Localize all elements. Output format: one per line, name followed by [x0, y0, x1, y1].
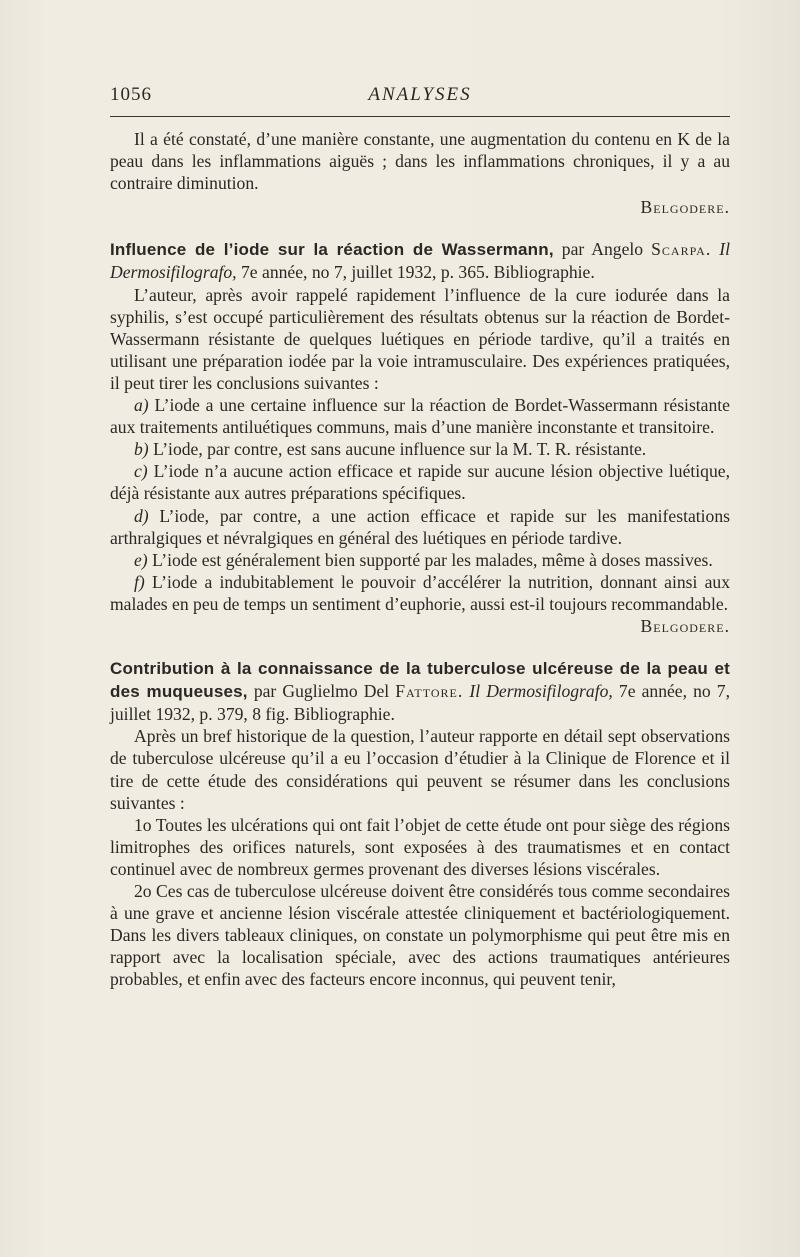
item-text: L’iode, par contre, a une action efficace et rapide sur les manifestations arthralgiques et névralgiques en général des luétiques en période tardive. [110, 505, 730, 548]
running-head [110, 84, 730, 108]
page-number: 1056 [110, 84, 152, 105]
article1-item-b [110, 438, 730, 460]
article1-intro: L’auteur, après avoir rappelé rapidement l’influence de la cure iodurée dans la syphilis, s’est occupé particulièrement des résultats obtenus sur la réaction de Bordet-Wassermann résistante de quelques luétiques en période tardive, qu’il a traités en utilisant une préparation iodée par la voie intramusculaire. Des expériences pratiquées, il peut tirer les conclusions suivantes : [110, 284, 730, 393]
article2-journal: Il Dermosifilografo, [469, 681, 613, 702]
article1-by: par Angelo [561, 239, 644, 260]
article1-item-a [110, 394, 730, 438]
article2-item-2 [110, 880, 730, 990]
article2-title: Contribution à la connaissance de la tuberculose ulcéreuse de la peau et des muqueuses, [110, 659, 730, 702]
item-marker: 2o [134, 881, 152, 901]
article2-item-1 [110, 814, 730, 880]
header-rule [110, 116, 730, 117]
article1-item-e [110, 549, 730, 571]
item-marker: 1o [134, 814, 152, 835]
item-marker: b) [134, 439, 149, 460]
article1-item-f [110, 571, 730, 637]
section-title: ANALYSES [368, 84, 472, 105]
item-text: L’iode, par contre, est sans aucune influence sur la M. T. R. résistante. [153, 439, 647, 460]
item-marker: e) [134, 549, 148, 570]
item-text: L’iode a indubitablement le pouvoir d’accélérer la nutrition, donnant ainsi aux malades en peu de temps un sentiment d’euphorie, aussi est-il toujours recommandable. [110, 571, 730, 614]
article1-title: Influence de l’iode sur la réaction de Wassermann, [110, 240, 554, 260]
item-marker: f) [134, 571, 145, 592]
article1-author: Scarpa. [651, 239, 712, 260]
item-text: L’iode a une certaine influence sur la réaction de Bordet-Wassermann résistante aux traitements antiluétiques communs, mais d’une manière inconstante et transitoire. [110, 395, 730, 438]
opening-signature: Belgodere. [640, 197, 730, 218]
opening-paragraph: Il a été constaté, d’une manière constante, une augmentation du contenu en K de la peau dans les inflammations aiguës ; dans les inflammations chroniques, il y a au contraire diminution. [110, 129, 730, 194]
item-marker: a) [134, 395, 149, 416]
item-marker: d) [134, 505, 149, 526]
article1-item-c [110, 460, 730, 504]
item-text: Toutes les ulcérations qui ont fait l’objet de cette étude ont pour siège des régions limitrophes des orifices naturels, sont exposées à des traumatismes et en contact continuel avec de nombreux germes provenant des diverses lésions viscérales. [110, 814, 730, 879]
article2-by: par Guglielmo Del [253, 681, 390, 702]
article1-signature: Belgodere. [640, 615, 730, 636]
item-text: Ces cas de tuberculose ulcéreuse doivent être considérés tous comme secondaires à une grave et ancienne lésion viscérale attestée cliniquement et bactériologiquement. Dans les divers tableaux cliniques, on constate un polymorphisme qui peut être mis en rapport avec la localisation spéciale, avec des actions traumatiques antérieures probables, et enfin avec des facteurs encore inconnus, qui peuvent tenir, [110, 881, 730, 990]
article2-author: Fattore. [395, 681, 464, 702]
article1-heading [110, 238, 730, 283]
article2-heading [110, 657, 730, 725]
page-body [110, 128, 730, 990]
article2-intro: Après un bref historique de la question, l’auteur rapporte en détail sept observations de tuberculose ulcéreuse qu’il a eu l’occasion d’étudier à la Clinique de Florence et il tire de cette étude des considérations qui peuvent se résumer dans les conclusions suivantes : [110, 726, 730, 813]
item-marker: c) [134, 461, 148, 482]
article1-citation: 7e année, no 7, juillet 1932, p. 365. Bibliographie. [241, 262, 595, 283]
item-text: L’iode n’a aucune action efficace et rapide sur aucune lésion objective luétique, déjà résistante aux autres préparations spécifiques. [110, 461, 730, 504]
item-text: L’iode est généralement bien supporté par les malades, même à doses massives. [152, 549, 713, 570]
article1-item-d [110, 505, 730, 549]
article1-journal: Il Dermosifilografo, [110, 239, 731, 283]
article2-citation: 7e année, no 7, juillet 1932, p. 379, 8 fig. Bibliographie. [110, 681, 731, 725]
